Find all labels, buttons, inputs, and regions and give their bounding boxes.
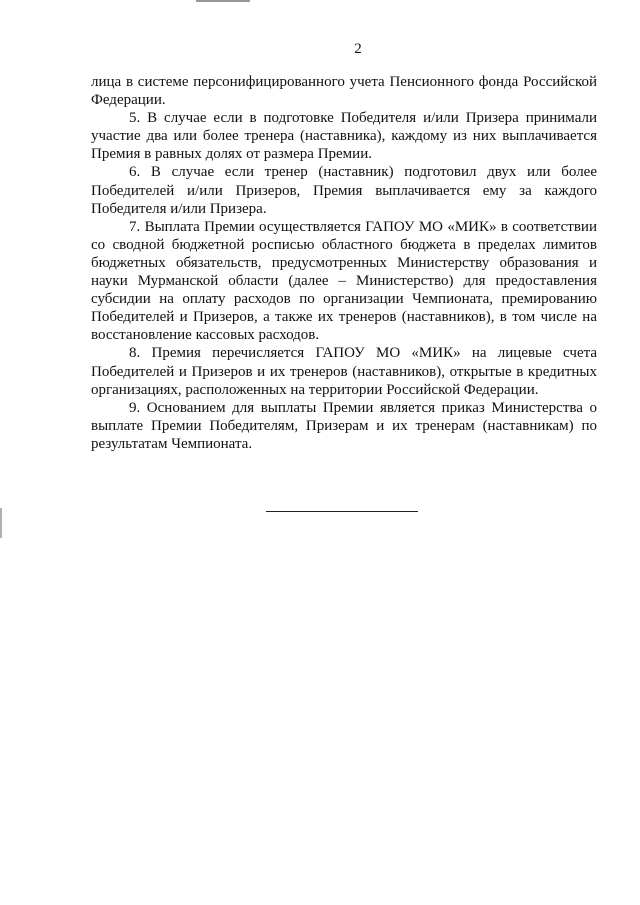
paragraph-6: 6. В случае если тренер (наставник) подготовил двух или более Победителей и/или Призеров, Премия выплачивается ему за каждого Победителя и/или Призера. (91, 164, 597, 217)
paragraph-5: 5. В случае если в подготовке Победителя и/или Призера принимали участие два или более тренера (наставника), каждому из них выплачивается Премия в равных долях от размера Премии. (91, 110, 597, 163)
page-number: 2 (354, 41, 362, 57)
paragraph-8: 8. Премия перечисляется ГАПОУ МО «МИК» на лицевые счета Победителей и Призеров и их тренеров (наставников), открытые в кредитных организациях, расположенных на территории Российской Федерации. (91, 345, 597, 398)
paragraph-continuation: лица в системе персонифицированного учета Пенсионного фонда Российской Федерации. (91, 74, 597, 109)
paragraph-9: 9. Основанием для выплаты Премии является приказ Министерства о выплате Премии Победителям, Призерам и их тренерам (наставникам) по результатам Чемпионата. (91, 399, 597, 452)
scan-top-mark (196, 0, 250, 2)
paragraph-7: 7. Выплата Премии осуществляется ГАПОУ МО «МИК» в соответствии со сводной бюджетной росписью областного бюджета в пределах лимитов бюджетных обязательств, предусмотренных Министерству образования и науки Мурманской области (далее – Министерство) для предоставления субсидии на оплату расходов по организации Чемпионата, премированию Победителей и Призеров, а также их тренеров (наставников), в том числе на восстановление кассовых расходов. (91, 218, 597, 344)
end-separator-line (266, 511, 418, 512)
scan-margin-mark (0, 508, 2, 538)
document-body (91, 73, 597, 453)
